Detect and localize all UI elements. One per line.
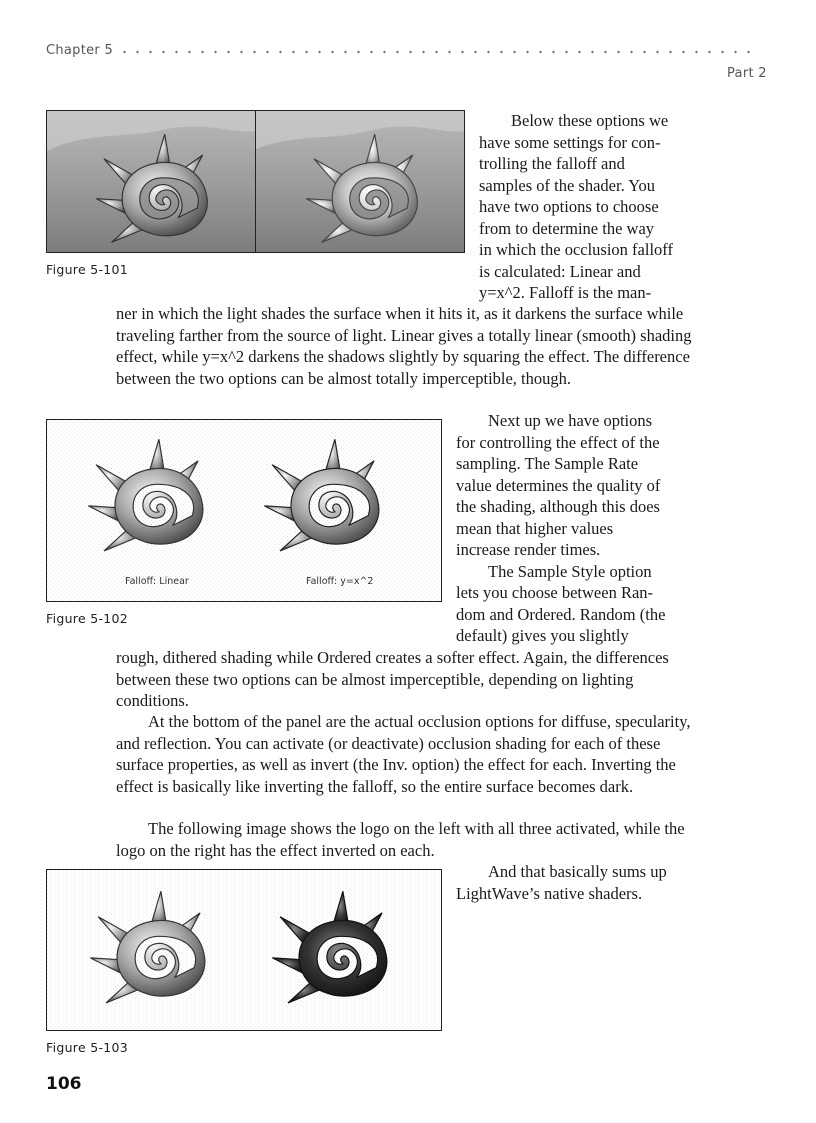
p2-line-2: for controlling the effect of the — [456, 432, 660, 452]
paragraph-4: At the bottom of the panel are the actual occlusion options for diffuse, specularity, and reflection. You can activate (or deactivate) occlusion shading for each of these surface properties, as well as invert (the Inv. option) the effect for each. Inverting the effect is basically like inverting the falloff, so the entire surface becomes dark. — [116, 712, 691, 796]
p3-line-4: default) gives you slightly — [456, 626, 629, 645]
paragraph-1-rest: ner in which the light shades the surface when it hits it, as it darkens the surface while traveling farther from the source of light. Linear gives a totally linear (smooth) shading effect, while y=x^2 darkens the shadows slightly by squaring the effect. The difference between the two options can be almost totally imperceptible, though. — [116, 304, 692, 388]
p1-line-8: is calculated: Linear and — [479, 261, 641, 281]
paragraph-2-wrap — [456, 410, 716, 647]
p1-line-9: y=x^2. Falloff is the man- — [479, 283, 652, 302]
page-number: 106 — [46, 1074, 82, 1094]
figure-5-103-caption: Figure 5-103 — [46, 1040, 129, 1055]
p2-line-3: sampling. The Sample Rate — [456, 454, 639, 473]
figure-5-102-caption: Figure 5-102 — [46, 611, 129, 626]
p1-line-1: Below these options we — [511, 111, 669, 130]
p3-line-3: dom and Ordered. Random (the — [456, 604, 666, 624]
p1-line-4: samples of the shader. You — [479, 175, 655, 195]
p1-line-5: have two options to choose — [479, 197, 659, 216]
p2-line-1: Next up we have options — [488, 411, 653, 430]
p1-line-2: have some settings for con- — [479, 132, 661, 152]
p2-line-7: increase render times. — [456, 540, 601, 559]
figure-5-101-caption: Figure 5-101 — [46, 262, 129, 277]
p1-line-7: in which the occlusion falloff — [479, 240, 673, 259]
paragraph-1-wrap — [479, 110, 719, 304]
label-falloff-linear: Falloff: Linear — [125, 576, 189, 587]
p3-line-2: lets you choose between Ran- — [456, 583, 654, 602]
p2-line-6: mean that higher values — [456, 518, 614, 538]
p1-line-3: trolling the falloff and — [479, 154, 625, 173]
label-falloff-squared: Falloff: y=x^2 — [306, 576, 374, 587]
paragraph-5: The following image shows the logo on the left with all three activated, while the logo on the right has the effect inverted on each. — [116, 819, 685, 860]
figure-5-103-image — [46, 869, 442, 1031]
p3-line-1: The Sample Style option — [488, 561, 652, 581]
p6-line-1: And that basically sums up — [488, 862, 667, 881]
part-header: Part 2 — [727, 66, 767, 81]
figure-5-101-image — [46, 110, 465, 253]
p1-line-6: from to determine the way — [479, 218, 655, 238]
p2-line-5: the shading, although this does — [456, 497, 660, 516]
header-dot-leader — [118, 46, 758, 58]
p2-line-4: value determines the quality of — [456, 475, 661, 495]
paragraph-6 — [456, 861, 716, 904]
chapter-header: Chapter 5 — [46, 43, 114, 58]
p6-line-2: LightWave’s native shaders. — [456, 883, 643, 903]
paragraph-3-rest: rough, dithered shading while Ordered creates a softer effect. Again, the differences between these two options can be almost imperceptible, depending on lighting conditions. — [116, 648, 669, 710]
figure-5-102-image — [46, 419, 442, 602]
